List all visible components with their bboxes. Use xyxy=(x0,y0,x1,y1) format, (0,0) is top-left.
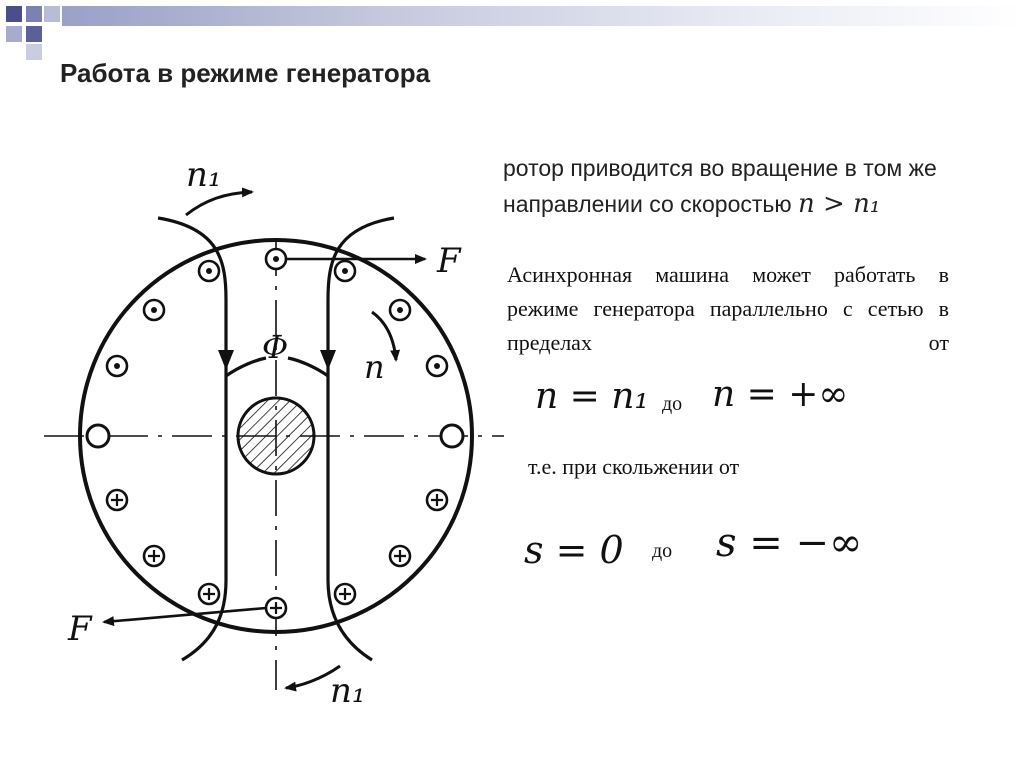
flux-arrowhead xyxy=(320,350,336,370)
do-label: до xyxy=(652,540,673,562)
label-f-bottom: F xyxy=(68,609,92,649)
slip-from-formula: s = 0 xyxy=(524,528,624,572)
label-n1-bottom: n₁ xyxy=(330,671,366,711)
conductors-cross xyxy=(107,490,447,618)
label-f-top: F xyxy=(437,241,461,281)
intro-text xyxy=(503,150,1023,222)
label-flux: Φ xyxy=(262,328,289,366)
flux-arrowhead xyxy=(218,350,234,370)
speed-from-formula: n = n₁ xyxy=(535,376,649,417)
label-n: n xyxy=(364,348,385,386)
speed-to-formula: n = +∞ xyxy=(712,374,849,415)
rotor-shaft xyxy=(238,398,314,474)
slip-to-formula: s = −∞ xyxy=(716,520,863,566)
slip-text: т.е. при скольжении от xyxy=(528,454,740,479)
intro-sentence: ротор приводится во вращение в том же направлении со скоростью xyxy=(503,155,937,217)
label-n1-top: n₁ xyxy=(186,155,222,195)
do-label: до xyxy=(662,393,683,415)
intro-formula: n > n₁ xyxy=(798,189,881,219)
rotation-arrow-top xyxy=(186,192,252,215)
generator-paragraph: Асинхронная машина может работать в режиме генератора параллельно с сетью в пределах от xyxy=(507,262,949,355)
slide-title: Работа в режиме генератора xyxy=(60,58,431,88)
